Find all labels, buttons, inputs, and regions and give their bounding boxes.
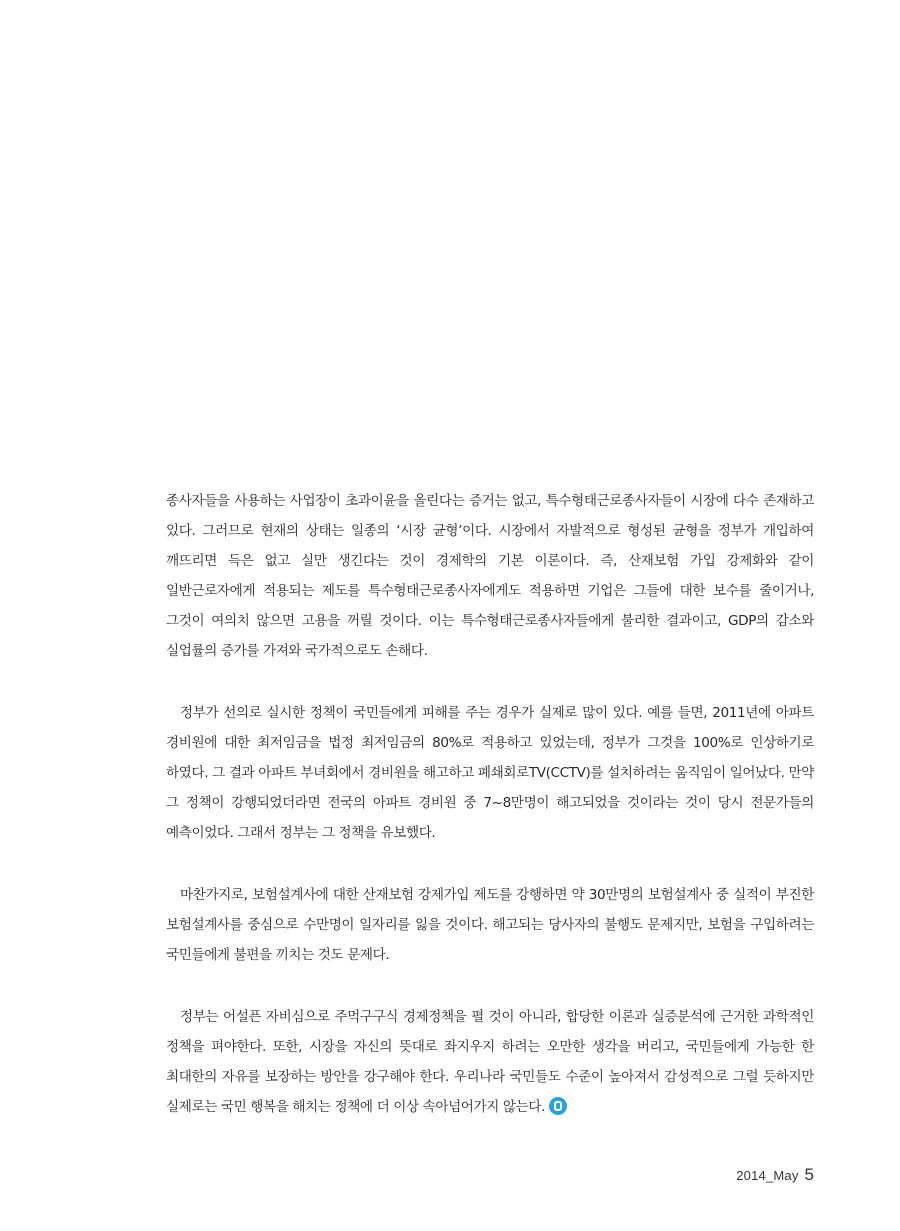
end-of-article-icon bbox=[549, 1097, 567, 1115]
page-number: 5 bbox=[804, 1165, 814, 1184]
article-body bbox=[166, 486, 814, 1154]
paragraph-3: 마찬가지로, 보험설계사에 대한 산재보험 강제가입 제도를 강행하면 약 30만명의 보험설계사 중 실적이 부진한 보험설계사를 중심으로 수만명이 일자리를 잃을 것이다. 해고되는 당사자의 불행도 문제지만, 보험을 구입하려는 국민들에게 불편을 끼치는 것도 문제다. bbox=[166, 887, 814, 963]
paragraph-4 bbox=[166, 1002, 814, 1122]
paragraph-4-text: 정부는 어설픈 자비심으로 주먹구구식 경제정책을 펼 것이 아니라, 합당한 이론과 실증분석에 근거한 과학적인 정책을 펴야한다. 또한, 시장을 자신의 뜻대로 좌지우지 하려는 오만한 생각을 버리고, 국민들에게 가능한 한 최대한의 자유를 보장하는 방안을 강구해야 한다. 우리나라 국민들도 수준이 높아져서 감성적으로 그럴 듯하지만 실제로는 국민 행복을 해치는 정책에 더 이상 속아넘어가지 않는다. bbox=[166, 1009, 814, 1115]
paragraph-1: 종사자들을 사용하는 사업장이 초과이윤을 올린다는 증거는 없고, 특수형태근로종사자들이 시장에 다수 존재하고 있다. 그러므로 현재의 상태는 일종의 ‘시장 균형’이다. 시장에서 자발적으로 형성된 균형을 정부가 개입하여 깨뜨리면 득은 없고 실만 생긴다는 것이 경제학의 기본 이론이다. 즉, 산재보험 가입 강제화와 같이 일반근로자에게 적용되는 제도를 특수형태근로종사자에게도 적용하면 기업은 그들에 대한 보수를 줄이거나, 그것이 여의치 않으면 고용을 꺼릴 것이다. 이는 특수형태근로종사자들에게 불리한 결과이고, GDP의 감소와 실업률의 증가를 가져와 국가적으로도 손해다. bbox=[166, 493, 814, 659]
issue-label: 2014_May bbox=[736, 1168, 799, 1183]
paragraph-2: 정부가 선의로 실시한 정책이 국민들에게 피해를 주는 경우가 실제로 많이 있다. 예를 들면, 2011년에 아파트 경비원에 대한 최저임금을 법정 최저임금의 80%로 적용하고 있었는데, 정부가 그것을 100%로 인상하기로 하였다. 그 결과 아파트 부녀회에서 경비원을 해고하고 폐쇄회로TV(CCTV)를 설치하려는 움직임이 일어났다. 만약 그 정책이 강행되었더라면 전국의 아파트 경비원 중 7~8만명이 해고되었을 것이라는 것이 당시 전문가들의 예측이었다. 그래서 정부는 그 정책을 유보했다. bbox=[166, 705, 814, 841]
page-footer bbox=[736, 1165, 814, 1185]
